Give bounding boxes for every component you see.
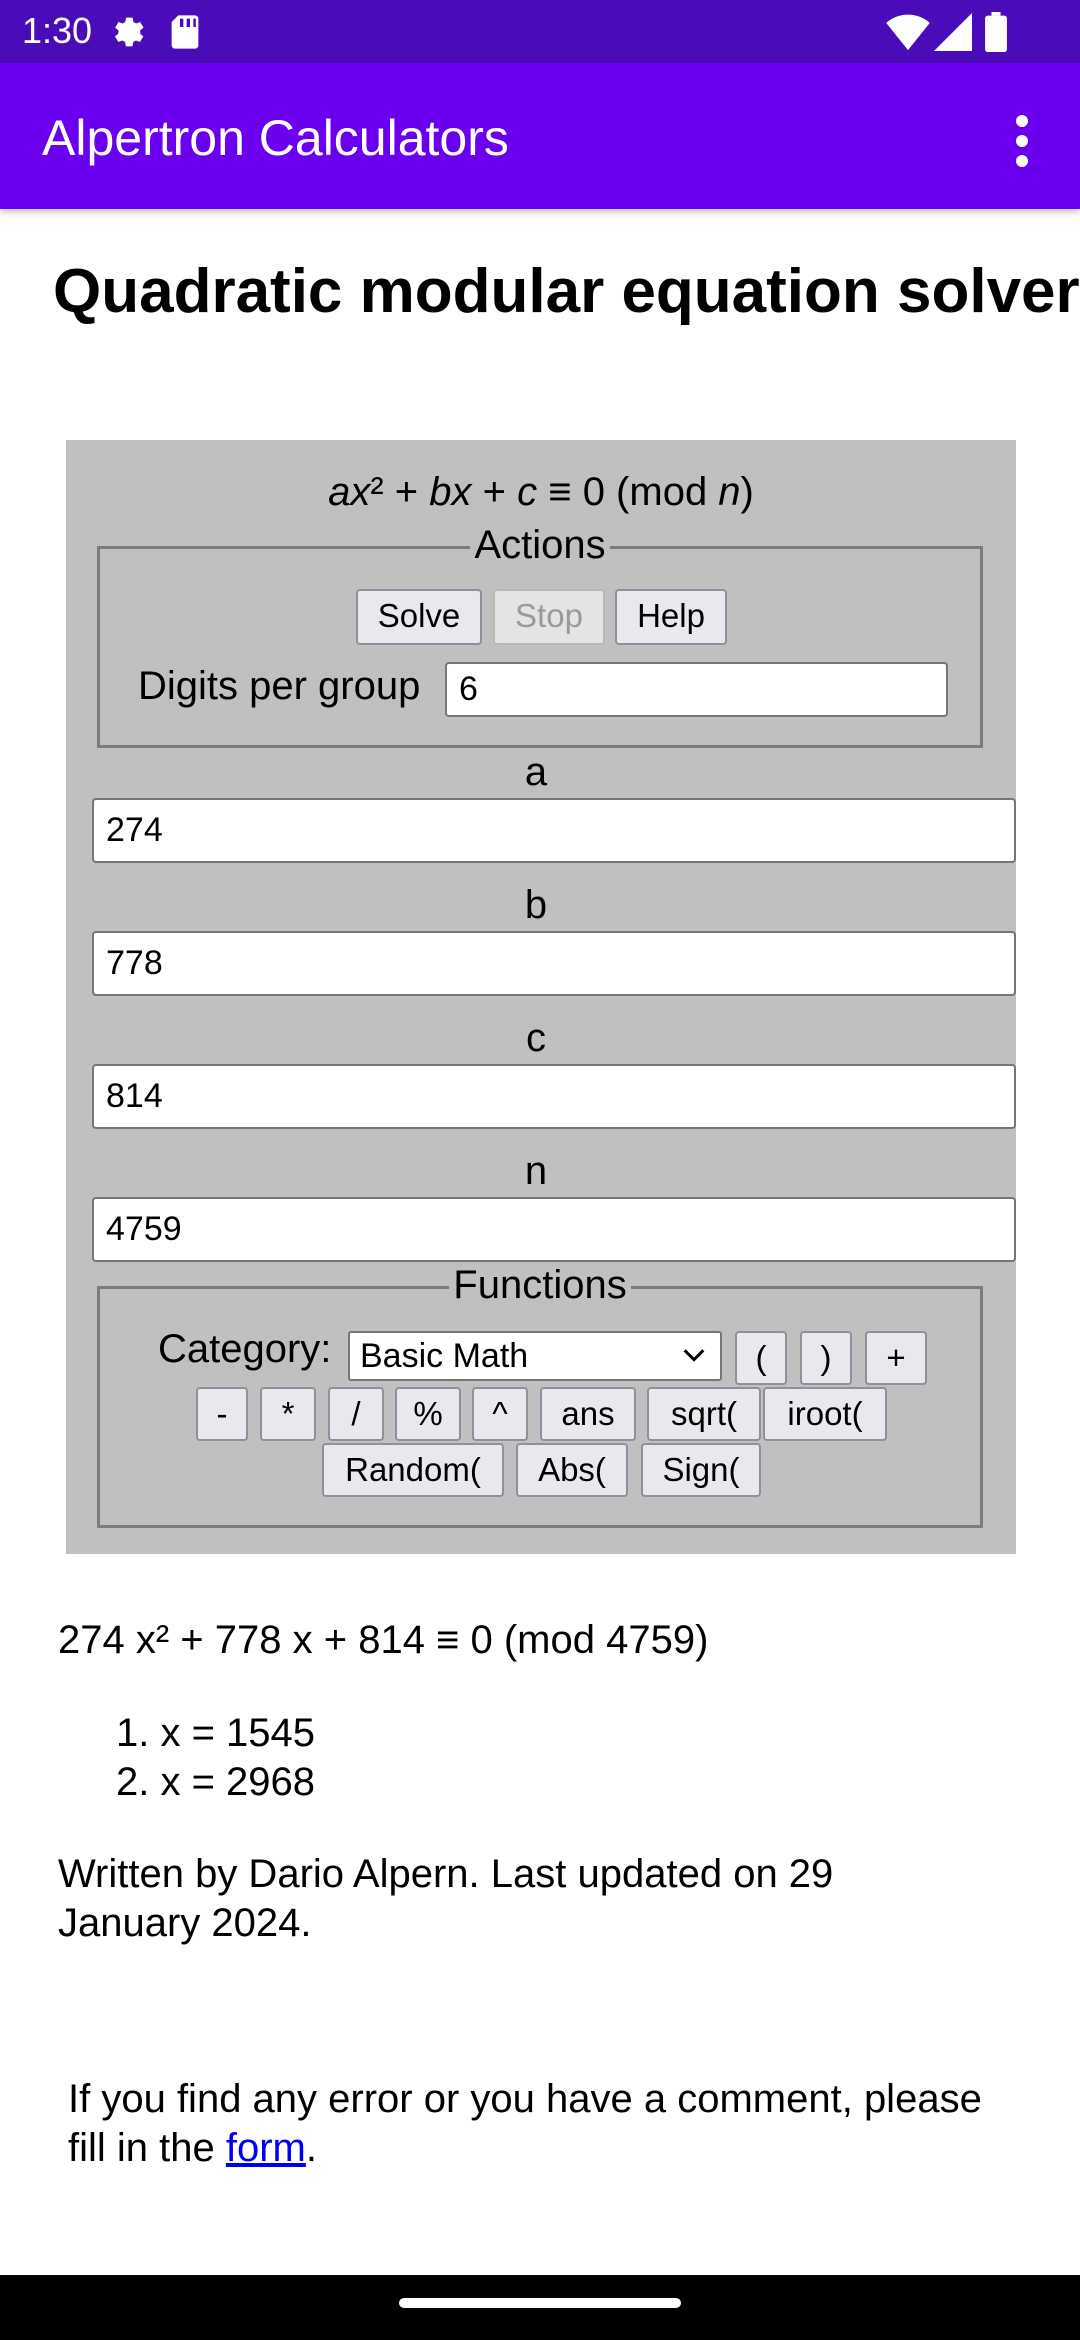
status-time: 1:30: [22, 10, 93, 51]
chevron-down-icon: [680, 1341, 708, 1369]
functions-legend: Functions: [449, 1263, 630, 1307]
b-label: b: [524, 883, 548, 927]
c-label: c: [526, 1016, 546, 1060]
category-label: Category:: [158, 1327, 332, 1371]
actions-fieldset: [97, 523, 983, 748]
more-vert-icon: [1000, 105, 1044, 177]
iroot-button[interactable]: iroot(: [763, 1387, 887, 1441]
power-button[interactable]: ^: [472, 1387, 528, 1441]
minus-button[interactable]: -: [196, 1387, 248, 1441]
result-equation: 274 x² + 778 x + 814 ≡ 0 (mod 4759): [58, 1618, 709, 1662]
a-input[interactable]: 274: [92, 798, 1016, 863]
functions-fieldset: [97, 1263, 983, 1528]
plus-button[interactable]: +: [865, 1331, 927, 1385]
ans-button[interactable]: ans: [540, 1387, 636, 1441]
credits-text: Written by Dario Alpern. Last updated on 29 January 2024.: [58, 1852, 834, 1945]
multiply-button[interactable]: *: [260, 1387, 316, 1441]
app-bar: [0, 63, 1080, 209]
solution-item-2: 2. x = 2968: [116, 1760, 316, 1804]
actions-legend: Actions: [470, 523, 609, 567]
digits-per-group-label: Digits per group: [138, 664, 421, 708]
battery-icon: [984, 12, 1008, 52]
feedback-text: If you find any error or you have a comment, please fill in the form.: [68, 2077, 982, 2170]
sign-button[interactable]: Sign(: [641, 1443, 761, 1497]
modulo-button[interactable]: %: [395, 1387, 461, 1441]
sd-card-icon: [168, 12, 202, 52]
signal-icon: [934, 12, 972, 52]
category-selected-value: Basic Math: [360, 1337, 529, 1375]
status-bar: [0, 0, 1080, 63]
b-input[interactable]: 778: [92, 931, 1016, 996]
category-select[interactable]: [348, 1331, 722, 1381]
gear-icon: [106, 12, 146, 52]
divide-button[interactable]: /: [328, 1387, 384, 1441]
calculator-panel: [66, 440, 1016, 1554]
wifi-icon: [886, 12, 930, 52]
close-paren-button[interactable]: ): [800, 1331, 852, 1385]
solution-item-1: 1. x = 1545: [116, 1711, 316, 1755]
solve-button[interactable]: Solve: [356, 589, 482, 645]
more-options-button[interactable]: [1000, 105, 1044, 177]
page-title: Quadratic modular equation solver: [53, 257, 1080, 326]
random-button[interactable]: Random(: [322, 1443, 504, 1497]
equation-template: ax² + bx + c ≡ 0 (mod n): [328, 470, 754, 514]
home-gesture-handle[interactable]: [399, 2298, 681, 2308]
form-link[interactable]: form: [225, 2126, 306, 2170]
digits-per-group-input[interactable]: 6: [445, 662, 948, 717]
app-title: Alpertron Calculators: [42, 110, 509, 166]
a-label: a: [524, 750, 548, 794]
abs-button[interactable]: Abs(: [516, 1443, 628, 1497]
n-label: n: [524, 1149, 548, 1193]
help-button[interactable]: Help: [615, 589, 727, 645]
sqrt-button[interactable]: sqrt(: [647, 1387, 761, 1441]
c-input[interactable]: 814: [92, 1064, 1016, 1129]
n-input[interactable]: 4759: [92, 1197, 1016, 1262]
open-paren-button[interactable]: (: [735, 1331, 787, 1385]
stop-button[interactable]: Stop: [493, 589, 605, 645]
